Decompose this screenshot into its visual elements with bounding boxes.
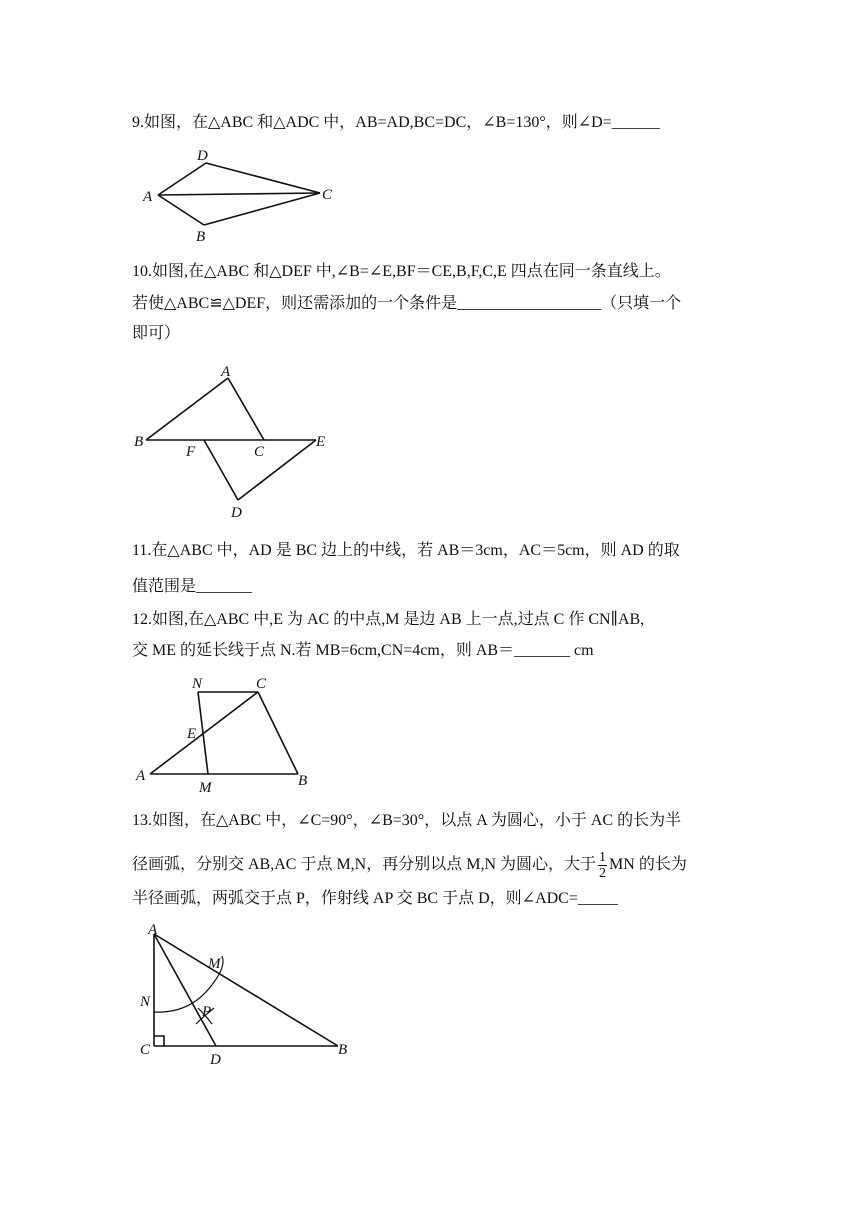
q10-label-e: E: [316, 434, 326, 450]
q9-text: 9.如图，在△ABC 和△ADC 中，AB=AD,BC=DC，∠B=130°，则∠D=______: [132, 114, 660, 131]
q12-label-n: N: [192, 676, 203, 692]
q10-figure: [130, 360, 340, 520]
q13-line-2-post: MN 的长为: [609, 856, 687, 874]
q10-label-c: C: [254, 444, 265, 460]
q9-segment-dc: [206, 163, 320, 193]
q12-segment-ac: [150, 692, 258, 774]
q10-label-d: D: [231, 505, 242, 520]
q10-segment-fd: [204, 440, 238, 500]
q9-segment-bc: [204, 193, 320, 225]
q10-segment-ac: [228, 378, 264, 440]
q13-label-m: M: [208, 956, 221, 972]
q10-line-3: 即可）: [132, 325, 181, 342]
q13-label-b: B: [338, 1042, 348, 1058]
q10-line-2: 若使△ABC≌△DEF，则还需添加的一个条件是__________________（只填一个: [132, 295, 682, 312]
q12-segment-nm: [198, 692, 208, 774]
q13-label-d: D: [210, 1052, 221, 1068]
q9-label-a: A: [143, 189, 153, 205]
q13-line-3: 半径画弧，两弧交于点 P，作射线 AP 交 BC 于点 D，则∠ADC=_____: [132, 890, 618, 907]
q9-figure: [140, 144, 340, 244]
q12-label-a: A: [136, 768, 146, 784]
q12-segment-cb: [258, 692, 298, 774]
q12-figure: [130, 672, 330, 797]
q13-label-p: P: [202, 1004, 212, 1020]
q12-label-e: E: [187, 726, 197, 742]
q13-fraction: [598, 850, 607, 881]
q10-label-f: F: [186, 444, 196, 460]
q10-label-b: B: [134, 434, 144, 450]
q13-line-2-pre: 径画弧，分别交 AB,AC 于点 M,N，再分别以点 M,N 为圆心，大于: [132, 856, 597, 874]
q13-label-a: A: [148, 922, 158, 938]
q11-line-2: 值范围是_______: [132, 578, 253, 595]
q13-label-n: N: [140, 994, 151, 1010]
q13-segment-ab: [154, 934, 338, 1046]
q12-label-c: C: [256, 676, 267, 692]
q10-line-1: 10.如图,在△ABC 和△DEF 中,∠B=∠E,BF＝CE,B,F,C,E 四点在同一条直线上。: [132, 263, 671, 280]
q13-line-1: 13.如图，在△ABC 中，∠C=90°，∠B=30°，以点 A 为圆心，小于 AC 的长为半: [132, 812, 682, 829]
q9-segment-ab: [158, 195, 204, 225]
q12-line-2: 交 ME 的延长线于点 N.若 MB=6cm,CN=4cm，则 AB＝_______ cm: [132, 642, 594, 659]
q9-label-c: C: [322, 187, 333, 203]
q13-right-angle-mark: [154, 1036, 164, 1046]
q9-label-d: D: [197, 148, 208, 164]
q13-fraction-numerator: 1: [599, 850, 607, 865]
q12-line-1: 12.如图,在△ABC 中,E 为 AC 的中点,M 是边 AB 上一点,过点 C 作 CN∥AB,: [132, 611, 645, 628]
q13-fraction-denominator: 2: [599, 866, 607, 881]
q13-label-c: C: [140, 1042, 151, 1058]
q10-segment-de: [238, 440, 316, 500]
q12-label-b: B: [298, 773, 308, 789]
q13-line-2: [132, 850, 687, 881]
q10-label-a: A: [221, 364, 231, 380]
q12-label-m: M: [199, 780, 212, 796]
q9-segment-ac: [158, 193, 320, 195]
q9-label-b: B: [196, 229, 206, 244]
q13-segment-ad: [154, 934, 216, 1046]
q13-figure: [130, 920, 370, 1070]
q11-line-1: 11.在△ABC 中，AD 是 BC 边上的中线，若 AB＝3cm，AC＝5cm，则 AD 的取: [132, 542, 680, 559]
q10-segment-ab: [146, 378, 228, 440]
q9-segment-ad: [158, 163, 206, 195]
